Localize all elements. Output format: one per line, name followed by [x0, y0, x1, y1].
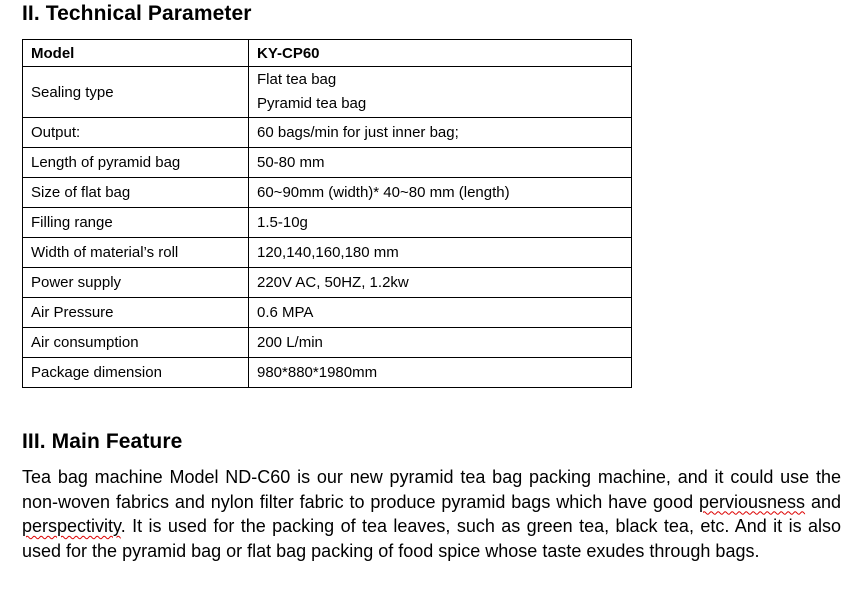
- table-row: [23, 67, 632, 118]
- header-value-cell: KY-CP60: [249, 40, 632, 67]
- row-key-cell: Power supply: [23, 268, 249, 298]
- row-value-cell: 60 bags/min for just inner bag;: [249, 118, 632, 148]
- row-value-cell: [249, 67, 632, 118]
- section-title-main-feature: III. Main Feature: [22, 430, 183, 453]
- row-value-cell: 120,140,160,180 mm: [249, 238, 632, 268]
- table-header-row: [23, 40, 632, 67]
- row-key-cell: Sealing type: [23, 67, 249, 118]
- row-key-cell: Air consumption: [23, 328, 249, 358]
- paragraph-text: Tea bag machine Model ND-C60 is our new pyramid tea bag packing machine, and it could use the non-woven fabrics and nylon filter fabric to produce pyramid bags which have good: [22, 467, 841, 512]
- table-row: [23, 298, 632, 328]
- table-row: [23, 328, 632, 358]
- row-value-cell: 60~90mm (width)* 40~80 mm (length): [249, 178, 632, 208]
- paragraph-text: and: [805, 491, 841, 512]
- row-value-cell: 1.5-10g: [249, 208, 632, 238]
- row-value-cell: 200 L/min: [249, 328, 632, 358]
- table-row: [23, 118, 632, 148]
- row-key-cell: Package dimension: [23, 358, 249, 388]
- row-value-cell: 980*880*1980mm: [249, 358, 632, 388]
- header-key-cell: Model: [23, 40, 249, 67]
- row-key-cell: Air Pressure: [23, 298, 249, 328]
- table-row: [23, 268, 632, 298]
- table-row: [23, 178, 632, 208]
- table-row: [23, 208, 632, 238]
- value-line: Flat tea bag: [257, 71, 337, 88]
- row-key-cell: Size of flat bag: [23, 178, 249, 208]
- table-row: [23, 148, 632, 178]
- spec-table: [22, 39, 632, 388]
- spellcheck-flagged-word: perspectivity: [22, 516, 121, 537]
- row-key-cell: Width of material’s roll: [23, 238, 249, 268]
- row-value-cell: 50-80 mm: [249, 148, 632, 178]
- row-value-cell: 220V AC, 50HZ, 1.2kw: [249, 268, 632, 298]
- paragraph-text: . It is used for the packing of tea leaves, such as green tea, black tea, etc. And it is also used for the pyramid bag or flat bag packing of food spice whose taste exudes through bags.: [22, 516, 841, 561]
- spellcheck-flagged-word: perviousness: [698, 491, 806, 512]
- row-key-cell: Output:: [23, 118, 249, 148]
- table-row: [23, 238, 632, 268]
- value-line: Pyramid tea bag: [257, 95, 367, 112]
- row-value-cell: 0.6 MPA: [249, 298, 632, 328]
- table-row: [23, 358, 632, 388]
- section-title-technical-parameter: II. Technical Parameter: [22, 2, 252, 25]
- row-key-cell: Filling range: [23, 208, 249, 238]
- row-key-cell: Length of pyramid bag: [23, 148, 249, 178]
- feature-paragraph: [22, 465, 841, 563]
